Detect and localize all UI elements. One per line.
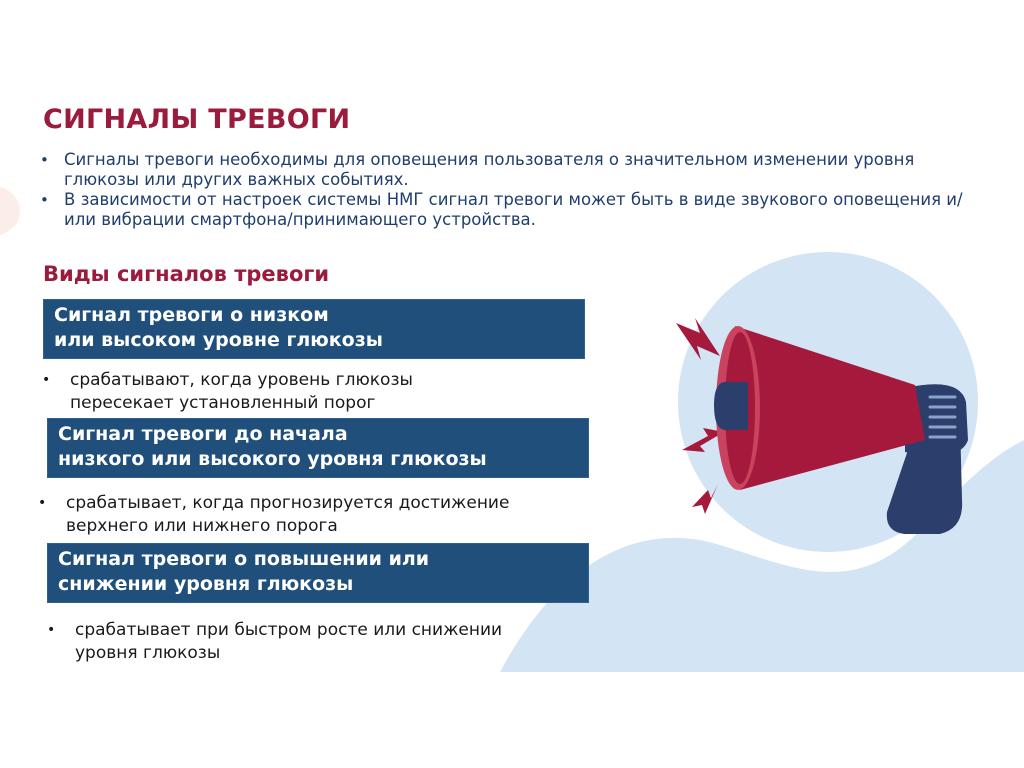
section-subtitle: Виды сигналов тревоги	[43, 262, 330, 286]
alarm-type-desc-line: уровня глюкозы	[75, 643, 221, 663]
alarm-type-heading-line: низкого или высокого уровня глюкозы	[58, 448, 487, 470]
megaphone-cap	[714, 382, 748, 430]
alarm-type-heading-line: Сигнал тревоги о повышении или	[58, 548, 430, 570]
alarm-type-desc-line: верхнего или нижнего порога	[66, 516, 338, 536]
page-title: СИГНАЛЫ ТРЕВОГИ	[43, 104, 351, 135]
alarm-type-heading-line: Сигнал тревоги о низком	[54, 304, 329, 326]
alarm-type-desc-line: • срабатывают, когда уровень глюкозы	[70, 370, 413, 390]
alarm-type-heading-line: снижении уровня глюкозы	[58, 573, 354, 595]
alarm-type-desc-line: пересекает установленный порог	[70, 393, 376, 413]
alarm-type-desc-line: • срабатывает при быстром росте или снижении	[75, 620, 503, 640]
intro-item: • Сигналы тревоги необходимы для оповещения пользователя о значительном изменении уровня глюкозы или других важных событиях.	[38, 150, 978, 190]
alarm-type-desc-line: • срабатывает, когда прогнозируется достижение	[66, 493, 510, 513]
alarm-type-heading-line: Сигнал тревоги до начала	[58, 423, 348, 445]
intro-item: • В зависимости от настроек системы НМГ сигнал тревоги может быть в виде звукового оповещения и/или вибрации смартфона/принимающего устройства.	[38, 190, 978, 230]
alarm-type-heading-line: или высоком уровне глюкозы	[54, 329, 383, 351]
